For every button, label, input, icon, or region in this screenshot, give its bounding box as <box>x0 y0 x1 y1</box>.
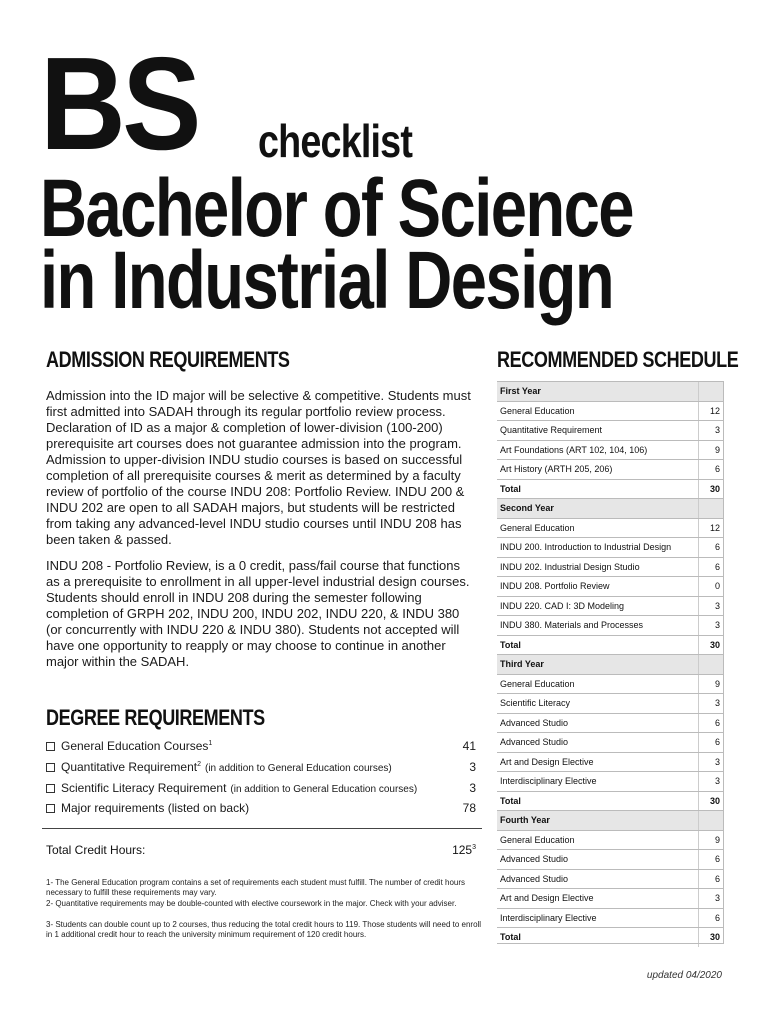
schedule-course-label: Art and Design Elective <box>500 756 594 767</box>
schedule-year-header <box>497 498 724 518</box>
schedule-credits: 6 <box>698 558 724 577</box>
checkbox-icon <box>46 804 55 813</box>
schedule-row <box>497 576 724 596</box>
schedule-credits: 6 <box>698 870 724 889</box>
schedule-row <box>497 771 724 791</box>
schedule-row <box>497 830 724 850</box>
admission-heading: ADMISSION REQUIREMENTS <box>46 347 290 372</box>
checkbox-icon <box>46 742 55 751</box>
schedule-row <box>497 440 724 460</box>
degree-requirement-credits: 3 <box>469 760 476 774</box>
schedule-year-header <box>497 810 724 830</box>
schedule-credits: 6 <box>698 850 724 869</box>
bs-heading: BS <box>40 30 198 177</box>
schedule-row <box>497 518 724 538</box>
schedule-row <box>497 459 724 479</box>
schedule-course-label: General Education <box>500 834 575 845</box>
schedule-credits: 0 <box>698 577 724 596</box>
degree-requirement-row <box>46 779 476 797</box>
footnote: 2- Quantitative requirements may be double-counted with elective coursework in the major. Check with your adviser. <box>46 899 457 908</box>
schedule-course-label: Total <box>500 932 521 943</box>
total-credit-label: Total Credit Hours: <box>46 843 146 857</box>
schedule-heading: RECOMMENDED SCHEDULE <box>497 347 739 372</box>
schedule-credits: 6 <box>698 909 724 928</box>
schedule-course-label: Advanced Studio <box>500 873 569 884</box>
degree-requirement-row <box>46 737 476 755</box>
schedule-credits: 9 <box>698 675 724 694</box>
schedule-year-header <box>497 654 724 674</box>
degree-heading: DEGREE REQUIREMENTS <box>46 705 265 730</box>
schedule-credits: 30 <box>698 480 724 499</box>
schedule-row <box>497 401 724 421</box>
degree-requirement-credits: 3 <box>469 781 476 795</box>
schedule-row <box>497 420 724 440</box>
total-credit-value: $125^3$ <box>452 843 476 857</box>
schedule-course-label: Advanced Studio <box>500 854 569 865</box>
schedule-course-label: Art History (ARTH 205, 206) <box>500 464 613 475</box>
schedule-credits <box>698 499 724 518</box>
checklist-subheading: checklist <box>258 115 413 167</box>
schedule-credits: 12 <box>698 519 724 538</box>
schedule-total-row <box>497 479 724 499</box>
checkbox-icon <box>46 784 55 793</box>
schedule-row <box>497 557 724 577</box>
schedule-credits: 6 <box>698 538 724 557</box>
schedule-course-label: INDU 380. Materials and Processes <box>500 620 644 631</box>
schedule-course-label: Total <box>500 639 521 650</box>
schedule-course-label: Interdisciplinary Elective <box>500 912 597 923</box>
schedule-row <box>497 615 724 635</box>
schedule-credits: 30 <box>698 928 724 947</box>
schedule-course-label: Quantitative Requirement <box>500 425 603 436</box>
admission-paragraph-1: Admission into the ID major will be selective & competitive. Students must first admitted into SADAH through its regular portfolio review process. Declaration of ID as a major & completion of lower-division (100-200) prerequisite art courses does not guarantee admission into the program. Admission to upper-division INDU studio courses is based on successful completion of all prerequisite courses & merit as determined by a faculty review of portfolio of the course INDU 208: Portfolio Review. INDU 200 & INDU 202 are open to all SADAH majors, but students will be restricted from taking any advanced-level INDU studio courses until INDU 208 has been taken & passed. <box>46 388 471 547</box>
schedule-credits: 3 <box>698 772 724 791</box>
schedule-credits: 12 <box>698 402 724 421</box>
total-credit-hours <box>46 843 476 857</box>
schedule-course-label: Total <box>500 483 521 494</box>
schedule-credits: 3 <box>698 597 724 616</box>
schedule-credits: 6 <box>698 460 724 479</box>
degree-requirement-label: Scientific Literacy Requirement (in addition to General Education courses) <box>46 781 417 795</box>
schedule-total-row <box>497 635 724 655</box>
schedule-credits <box>698 655 724 674</box>
schedule-course-label: INDU 220. CAD I: 3D Modeling <box>500 600 625 611</box>
schedule-course-label: Art and Design Elective <box>500 893 594 904</box>
schedule-credits: 3 <box>698 616 724 635</box>
schedule-credits: 30 <box>698 636 724 655</box>
schedule-course-label: INDU 200. Introduction to Industrial Design <box>500 542 672 553</box>
schedule-row <box>497 908 724 928</box>
page-title-line2: in Industrial Design <box>40 235 614 326</box>
schedule-course-label: Scientific Literacy <box>500 698 571 709</box>
schedule-credits <box>698 382 724 401</box>
schedule-credits: 3 <box>698 694 724 713</box>
footnote: 1- The General Education program contains a set of requirements each student must fulfill. The number of credit hours necessary to fulfill these requirements may vary. <box>46 878 466 897</box>
schedule-credits: 3 <box>698 889 724 908</box>
schedule-course-label: Total <box>500 795 521 806</box>
schedule-row <box>497 752 724 772</box>
schedule-row <box>497 732 724 752</box>
schedule-credits: 3 <box>698 421 724 440</box>
schedule-row <box>497 713 724 733</box>
schedule-credits: 6 <box>698 714 724 733</box>
schedule-total-row <box>497 791 724 811</box>
degree-requirement-row <box>46 758 476 776</box>
schedule-credits: 3 <box>698 753 724 772</box>
schedule-course-label: Fourth Year <box>500 815 550 826</box>
schedule-course-label: INDU 208. Portfolio Review <box>500 581 610 592</box>
schedule-course-label: Third Year <box>500 659 544 670</box>
schedule-credits: 6 <box>698 733 724 752</box>
schedule-total-row <box>497 927 724 947</box>
schedule-course-label: Interdisciplinary Elective <box>500 776 597 787</box>
schedule-row <box>497 674 724 694</box>
schedule-row <box>497 849 724 869</box>
schedule-row <box>497 596 724 616</box>
admission-paragraph-2: INDU 208 - Portfolio Review, is a 0 credit, pass/fail course that functions as a prerequisite to enrollment in all upper-level industrial design courses. Students should enroll in INDU 208 during the semester following completion of GRPH 202, INDU 200, INDU 202, INDU 220, & INDU 380 (or concurrently with INDU 220 & INDU 380). Students not accepted will have one opportunity to reapply or may choose to continue in another major within the SADAH. <box>46 558 470 669</box>
degree-requirement-credits: 78 <box>462 801 476 815</box>
schedule-table <box>497 381 724 947</box>
schedule-course-label: First Year <box>500 386 541 397</box>
schedule-course-label: Art Foundations (ART 102, 104, 106) <box>500 444 648 455</box>
degree-requirement-label: Major requirements (listed on back) <box>46 801 249 815</box>
schedule-course-label: General Education <box>500 522 575 533</box>
schedule-row <box>497 888 724 908</box>
degree-requirement-label: Quantitative Requirement$^2$ (in addition to General Education courses) <box>46 760 392 774</box>
degree-requirement-credits: 41 <box>462 739 476 753</box>
checkbox-icon <box>46 763 55 772</box>
schedule-course-label: INDU 202. Industrial Design Studio <box>500 561 640 572</box>
schedule-course-label: General Education <box>500 405 575 416</box>
schedule-row <box>497 693 724 713</box>
divider <box>42 828 482 829</box>
schedule-course-label: General Education <box>500 678 575 689</box>
degree-requirement-row <box>46 799 476 817</box>
schedule-row <box>497 869 724 889</box>
schedule-credits: 30 <box>698 792 724 811</box>
footnote: 3- Students can double count up to 2 courses, thus reducing the total credit hours to 119. Those students will need to enroll in 1 additional credit hour to reach the university minimum requirement of 120 credit hours. <box>46 920 482 939</box>
schedule-course-label: Advanced Studio <box>500 737 569 748</box>
schedule-credits <box>698 811 724 830</box>
schedule-credits: 9 <box>698 441 724 460</box>
schedule-year-header <box>497 381 724 401</box>
schedule-course-label: Advanced Studio <box>500 717 569 728</box>
schedule-credits: 9 <box>698 831 724 850</box>
degree-requirement-label: General Education Courses$^1$ <box>46 739 212 753</box>
schedule-row <box>497 537 724 557</box>
page-title-line1: Bachelor of Science <box>40 163 633 254</box>
schedule-course-label: Second Year <box>500 503 554 514</box>
updated-date: updated 04/2020 <box>646 970 722 981</box>
